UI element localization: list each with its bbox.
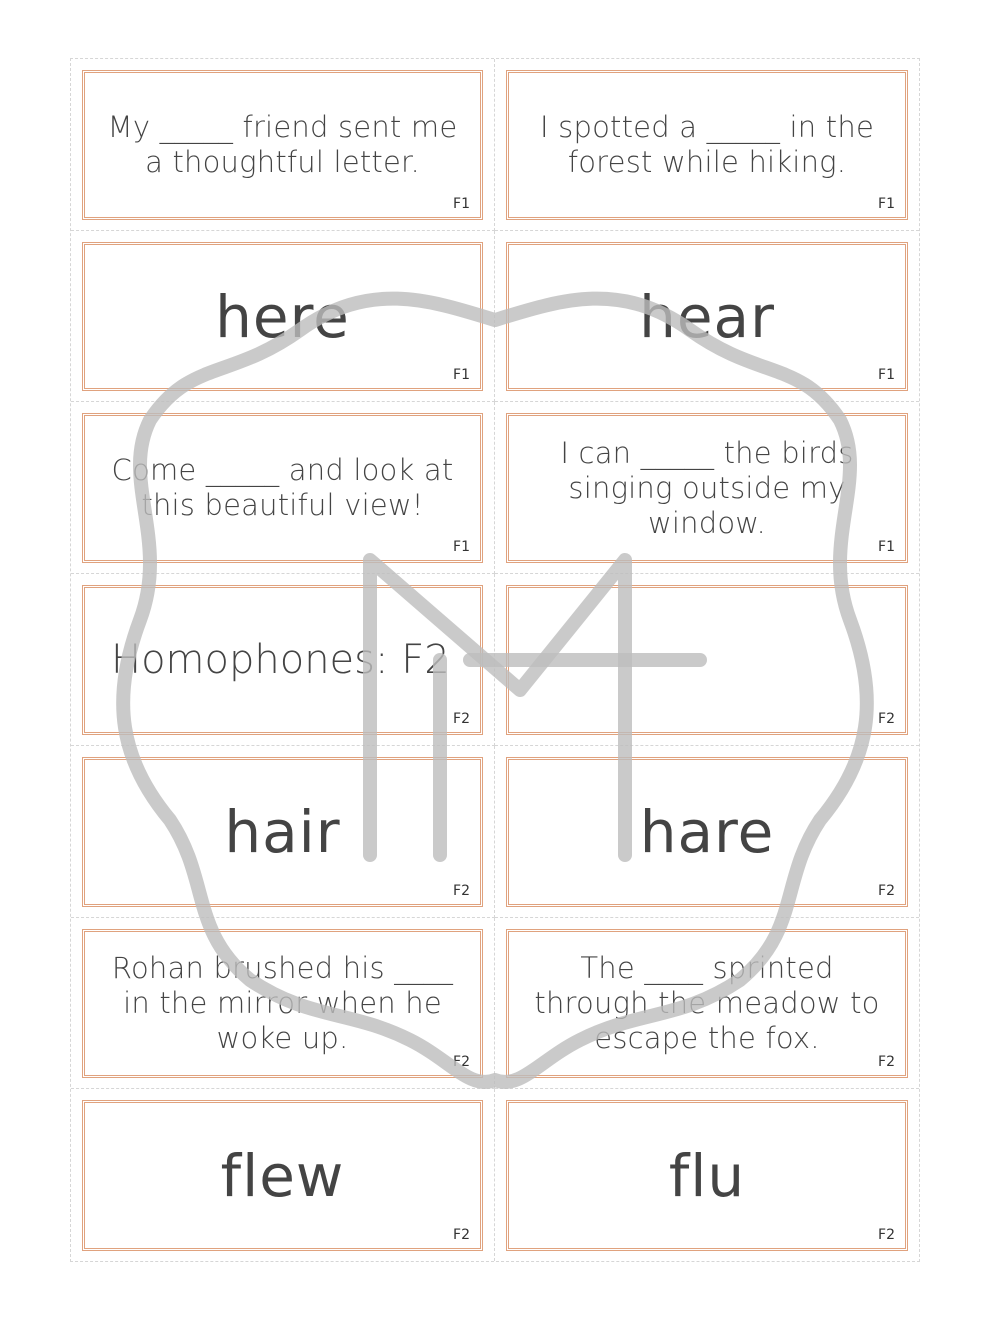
card-cell bbox=[495, 231, 919, 403]
card-code: F2 bbox=[878, 1226, 895, 1243]
card-cell bbox=[495, 918, 919, 1090]
word-card bbox=[82, 1100, 483, 1251]
card-cell bbox=[71, 746, 495, 918]
card-cell bbox=[71, 59, 495, 231]
card-sheet bbox=[70, 58, 920, 1262]
card-code: F2 bbox=[878, 1054, 895, 1071]
card-cell bbox=[495, 574, 919, 746]
card-code: F1 bbox=[878, 539, 895, 556]
card-cell bbox=[71, 918, 495, 1090]
card-code: F1 bbox=[453, 195, 470, 212]
word-card bbox=[506, 757, 908, 907]
word-card bbox=[82, 242, 483, 392]
card-text: My _____ friend sent me a thoughtful letter. bbox=[107, 109, 458, 179]
card-word: here bbox=[215, 282, 350, 351]
card-cell bbox=[71, 574, 495, 746]
card-code: F2 bbox=[878, 882, 895, 899]
card-cell bbox=[71, 1089, 495, 1261]
card-grid bbox=[71, 59, 919, 1261]
card-cell bbox=[495, 746, 919, 918]
sentence-card bbox=[82, 929, 483, 1079]
card-cell bbox=[495, 59, 919, 231]
card-cell bbox=[495, 402, 919, 574]
card-word: flew bbox=[220, 1141, 345, 1210]
card-title: Homophones: F2 bbox=[111, 636, 450, 683]
card-word: hair bbox=[224, 797, 341, 866]
word-card bbox=[506, 1100, 908, 1251]
card-word: hear bbox=[639, 282, 775, 351]
card-code: F1 bbox=[878, 195, 895, 212]
card-text: The ____ sprinted through the meadow to escape the fox. bbox=[534, 950, 880, 1055]
card-text: I can _____ the birds singing outside my window. bbox=[560, 435, 854, 540]
card-word: flu bbox=[668, 1141, 746, 1210]
card-code: F1 bbox=[453, 539, 470, 556]
card-code: F2 bbox=[453, 710, 470, 727]
card-cell bbox=[71, 402, 495, 574]
card-cell bbox=[71, 231, 495, 403]
sentence-card bbox=[82, 413, 483, 563]
card-code: F2 bbox=[453, 1226, 470, 1243]
card-text: Come _____ and look at this beautiful view! bbox=[111, 453, 454, 523]
card-code: F1 bbox=[453, 367, 470, 384]
card-cell bbox=[495, 1089, 919, 1261]
card-code: F2 bbox=[453, 882, 470, 899]
word-card bbox=[506, 242, 908, 392]
blank-card bbox=[506, 585, 908, 735]
sentence-card bbox=[82, 70, 483, 220]
sentence-card bbox=[506, 413, 908, 563]
card-code: F2 bbox=[453, 1054, 470, 1071]
card-text: Rohan brushed his ____ in the mirror when he woke up. bbox=[111, 950, 454, 1055]
title-card bbox=[82, 585, 483, 735]
sentence-card bbox=[506, 70, 908, 220]
card-code: F2 bbox=[878, 710, 895, 727]
word-card bbox=[82, 757, 483, 907]
card-word: hare bbox=[639, 797, 775, 866]
card-text: I spotted a _____ in the forest while hiking. bbox=[540, 109, 874, 179]
sentence-card bbox=[506, 929, 908, 1079]
card-code: F1 bbox=[878, 367, 895, 384]
